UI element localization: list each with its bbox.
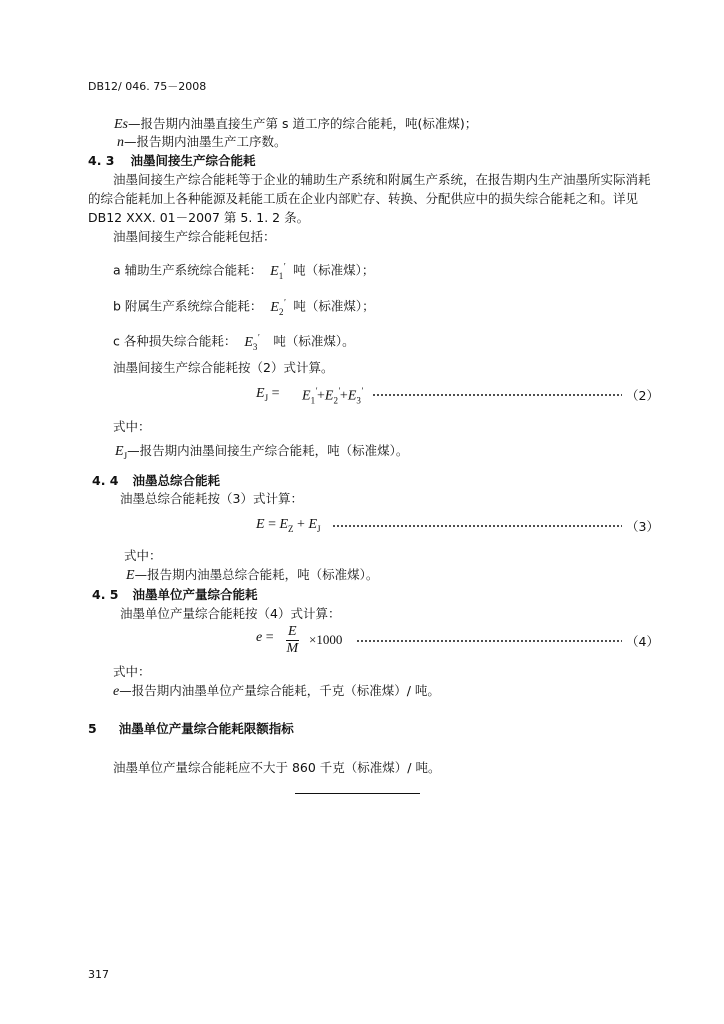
equation-2-rhs: $E_1'+E_2'+E_3'$	[302, 386, 363, 406]
equation-4	[256, 624, 659, 664]
equation-3-leader	[332, 525, 622, 527]
section-number: 5	[88, 721, 97, 736]
ej-description: —报告期内油墨间接生产综合能耗，吨（标准煤）。	[127, 443, 409, 458]
es-description: —报告期内油墨直接生产第 s 道工序的综合能耗，吨(标准煤)；	[128, 116, 478, 131]
section-4-5-heading	[92, 587, 258, 603]
ej-definition	[115, 443, 408, 464]
item-a	[113, 258, 374, 283]
equation-3-expression: $E = E_Z + E_J$	[256, 517, 321, 534]
section-number: 4. 4	[92, 473, 119, 488]
paragraph-line-1: 油墨间接生产综合能耗等于企业的辅助生产系统和附属生产系统，在报告期内生产油墨所实际消耗	[113, 172, 651, 187]
paragraph-line-2: 的综合能耗加上各种能源及耗能工质在企业内部贮存、转换、分配供应中的损失综合能耗之和。详见	[88, 191, 639, 206]
section-number: 4. 5	[92, 587, 119, 602]
section-title: 油墨总综合能耗	[132, 473, 221, 488]
n-variable: n	[117, 135, 124, 150]
e3-symbol: $E_3'$	[244, 332, 260, 352]
item-c-label: c 各种损失综合能耗：	[113, 333, 237, 349]
section-4-4-heading	[92, 473, 220, 489]
item-c-unit: 吨（标准煤）。	[273, 333, 355, 349]
fraction-denominator: M	[286, 641, 299, 656]
equation-4-lhs: e =	[256, 630, 274, 645]
item-a-unit: 吨（标准煤）；	[293, 262, 375, 278]
e-variable: E	[126, 568, 135, 583]
equation-2-number: （2）	[626, 388, 659, 403]
calc-4-intro: 油墨单位产量综合能耗按（4）式计算：	[120, 606, 341, 621]
section-number: 4. 3	[88, 153, 115, 168]
e2-symbol: $E_2'$	[270, 297, 286, 317]
equation-4-leader	[356, 640, 622, 642]
e1-symbol: $E_1'$	[270, 261, 286, 281]
es-definition	[114, 116, 477, 133]
where-label-1: 式中：	[113, 419, 151, 434]
where-label-2: 式中：	[124, 548, 162, 563]
item-b	[113, 294, 375, 319]
n-definition	[117, 134, 287, 151]
e-small-definition	[113, 683, 440, 700]
item-b-unit: 吨（标准煤）；	[293, 298, 375, 314]
calc-3-intro: 油墨总综合能耗按（3）式计算：	[120, 491, 303, 506]
document-code: DB12/ 046. 75－2008	[88, 80, 207, 93]
page-number: 317	[88, 968, 109, 981]
equation-2-leader	[372, 394, 622, 396]
item-b-label: b 附属生产系统综合能耗：	[113, 298, 263, 314]
equation-4-fraction	[286, 624, 299, 657]
e-small-variable: e	[113, 684, 120, 699]
section-title: 油墨间接生产综合能耗	[130, 153, 256, 168]
es-variable: Es	[114, 117, 128, 132]
e-small-description: —报告期内油墨单位产量综合能耗，千克（标准煤）/ 吨。	[119, 683, 440, 698]
e-description: —报告期内油墨总综合能耗，吨（标准煤）。	[134, 567, 379, 582]
equation-3	[256, 517, 659, 537]
equation-4-multiplier: ×1000	[309, 632, 343, 647]
calc-2-intro: 油墨间接生产综合能耗按（2）式计算。	[113, 360, 334, 375]
ej-variable: $E_J$	[115, 444, 128, 461]
item-c	[113, 329, 355, 354]
section-title: 油墨单位产量综合能耗	[132, 587, 258, 602]
paragraph-line-4: 油墨间接生产综合能耗包括：	[113, 229, 276, 244]
equation-2-lhs: $E_J$ =	[256, 386, 280, 403]
fraction-numerator: E	[288, 624, 297, 639]
equation-4-number: （4）	[626, 634, 659, 649]
n-description: —报告期内油墨生产工序数。	[124, 134, 287, 149]
section-title: 油墨单位产量综合能耗限额指标	[118, 721, 294, 736]
e-definition	[126, 567, 378, 584]
end-rule	[295, 793, 420, 794]
section-4-3-heading	[88, 153, 256, 169]
paragraph-line-3: DB12 XXX. 01－2007 第 5. 1. 2 条。	[88, 210, 310, 225]
section-5-heading	[88, 721, 294, 737]
equation-2	[256, 386, 659, 406]
section-5-text: 油墨单位产量综合能耗应不大于 860 千克（标准煤）/ 吨。	[113, 760, 441, 775]
equation-3-number: （3）	[626, 519, 659, 534]
item-a-label: a 辅助生产系统综合能耗：	[113, 262, 263, 278]
where-label-3: 式中：	[113, 664, 151, 679]
